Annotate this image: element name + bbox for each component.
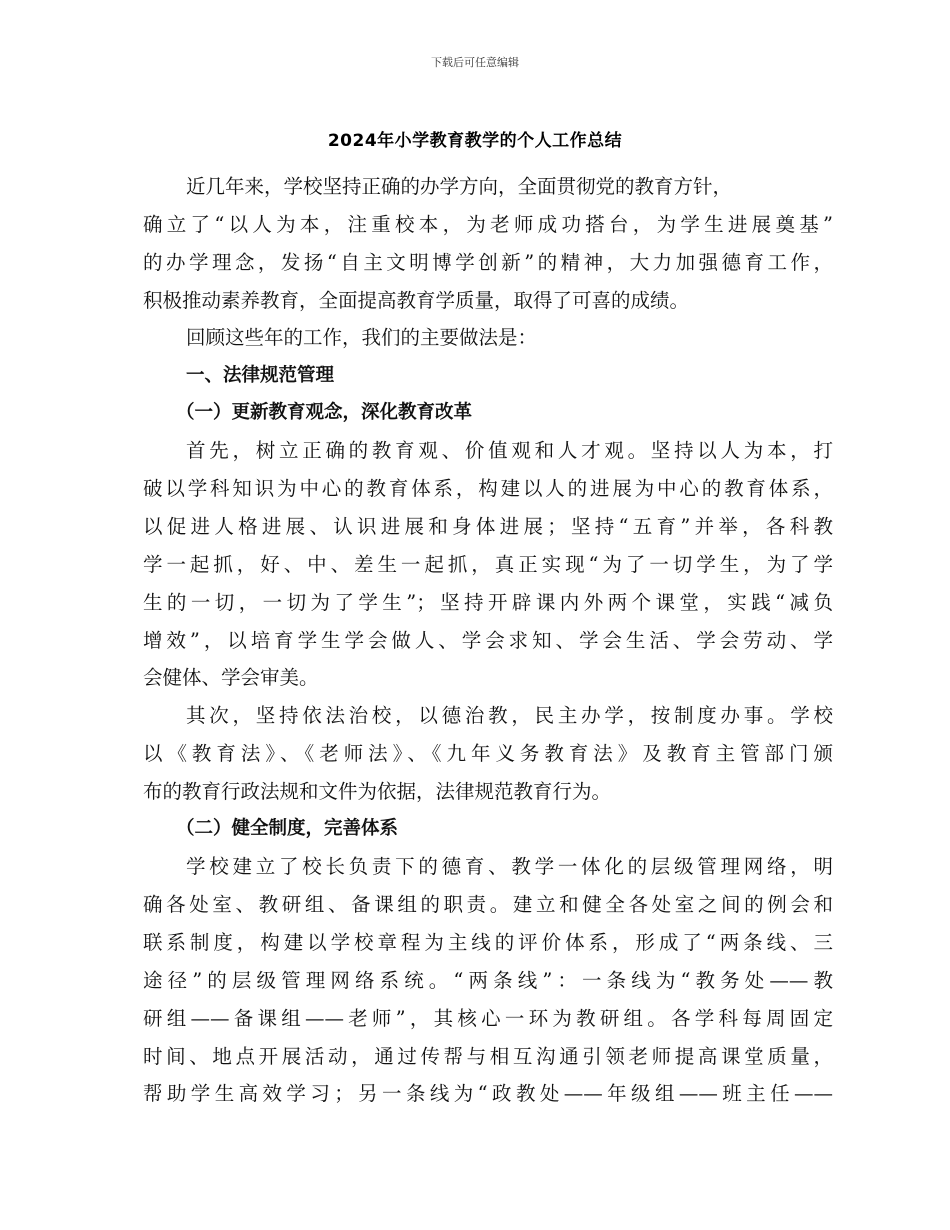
section-heading: （一）更新教育观念，深化教育改革 (176, 402, 473, 423)
paragraph-line: 布的教育行政法规和文件为依据，法律规范教育行为。 (143, 780, 612, 803)
paragraph-line: 的办学理念，发扬“自主文明博学创新”的精神，大力加强德育工作， (143, 251, 833, 274)
paragraph-line: 会健体、学会审美。 (143, 666, 319, 689)
paragraph-line: 途径”的层级管理网络系统。“两条线”：一条线为“教务处——教 (143, 969, 833, 992)
paragraph-line: 其次，坚持依法治校，以德治教，民主办学，按制度办事。学校 (186, 704, 833, 727)
page-header-note: 下载后可任意编辑 (431, 56, 519, 69)
paragraph-line: 学校建立了校长负责下的德育、教学一体化的层级管理网络，明 (186, 855, 833, 878)
paragraph-line: 破以学科知识为中心的教育体系，构建以人的进展为中心的教育体系， (143, 477, 833, 500)
paragraph-line: 积极推动素养教育，全面提高教育学质量，取得了可喜的成绩。 (143, 289, 690, 312)
paragraph-line: 学一起抓，好、中、差生一起抓，真正实现“为了一切学生，为了学 (143, 553, 833, 576)
paragraph-line: 时间、地点开展活动，通过传帮与相互沟通引领老师提高课堂质量， (143, 1045, 833, 1068)
paragraph-line: 以《教育法》、《老师法》、《九年义务教育法》及教育主管部门颁 (143, 742, 833, 765)
document-title: 2024年小学教育教学的个人工作总结 (327, 131, 623, 151)
paragraph-line: 生的一切，一切为了学生”；坚持开辟课内外两个课堂，实践“减负 (143, 591, 833, 614)
paragraph-line: 近几年来，学校坚持正确的办学方向，全面贯彻党的教育方针， (186, 175, 733, 198)
paragraph-line: 研组——备课组——老师”，其核心一环为教研组。各学科每周固定 (143, 1007, 833, 1030)
paragraph-line: 联系制度，构建以学校章程为主线的评价体系，形成了“两条线、三 (143, 931, 833, 954)
paragraph-line: 确各处室、教研组、备课组的职责。建立和健全各处室之间的例会和 (143, 893, 833, 916)
section-heading: （二）健全制度，完善体系 (176, 818, 399, 839)
paragraph-line: 以促进人格进展、认识进展和身体进展；坚持“五育”并举，各科教 (143, 515, 833, 538)
paragraph-line: 首先，树立正确的教育观、价值观和人才观。坚持以人为本，打 (186, 439, 833, 462)
paragraph-line: 帮助学生高效学习；另一条线为“政教处——年级组——班主任—— (143, 1082, 833, 1105)
paragraph-line: 增效”，以培育学生学会做人、学会求知、学会生活、学会劳动、学 (143, 629, 833, 652)
section-heading: 一、法律规范管理 (186, 365, 335, 386)
paragraph-line: 回顾这些年的工作，我们的主要做法是： (186, 326, 538, 349)
paragraph-line: 确立了“以人为本，注重校本，为老师成功搭台，为学生进展奠基” (143, 213, 833, 236)
